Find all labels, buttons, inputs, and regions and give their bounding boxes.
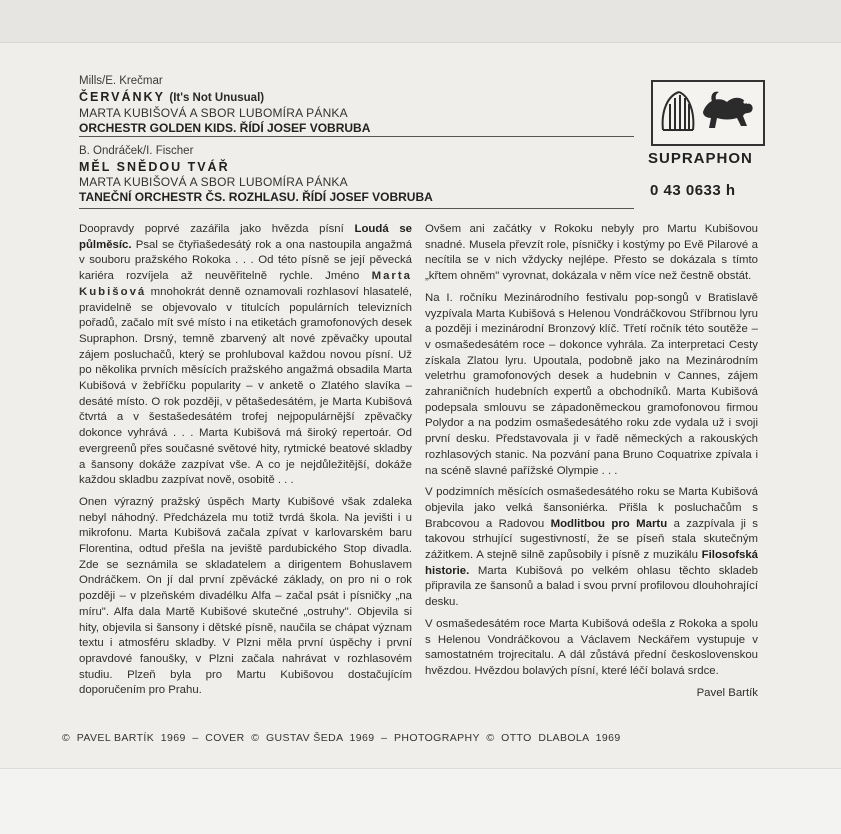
song-title-modlitba-pro-martu: Modlitbou pro Martu [550,517,668,530]
track-1-artist: MARTA KUBIŠOVÁ A SBOR LUBOMÍRA PÁNKA [79,106,348,120]
track-1-orchestra: ORCHESTR GOLDEN KIDS. ŘÍDÍ JOSEF VOBRUBA [79,121,371,135]
catalog-number: 0 43 0633 h [650,182,736,199]
author-signature: Pavel Bartík [696,686,758,699]
track-2 [79,144,639,205]
divider-track-2 [79,208,634,209]
notes-right-paragraph-1: Ovšem ani začátky v Rokoku nebyly pro Martu Kubišovou snadné. Musela převzít role, písničky i kostýmy po Evě Pilarové a necítila se v nich vždycky nejlépe. Přesto se dokázala s tímto „křtem ohněm" vyrovnat, dokázala v něm více než čestně obstát. [425,223,758,283]
track-2-orchestra: TANEČNÍ ORCHESTR ČS. ROZHLASU. ŘÍDÍ JOSEF VOBRUBA [79,190,433,204]
song-title-loudá-se-půlměsíc: Loudá se půlměsíc. [79,223,412,251]
track-1-subtitle: (It's Not Unusual) [169,92,265,104]
track-1-credit: Mills/E. Krečmar [79,75,163,87]
track-listing [79,74,639,205]
supraphon-lion-lyre-logo-icon [651,80,765,146]
notes-right-paragraph-2: Na I. ročníku Mezinárodního festivalu pop-songů v Bratislavě vyzpívala Marta Kubišová s Helenou Vondráčkovou Stříbrnou lyru a později i mezinárodní Bronzový klíč. Třetí ročník této soutěže – v osmašedesátém roce – dokonce vyhrála. Za interpretaci Cesty získala Zlatou lyru. Upoutala, podobně jako na Mezinárodním veletrhu gramofonových desek a hudebnin v Cannes, zájem zahraničních hudebních expertů a obchodníků. Marta Kubišová podepsala smlouvu se západoněmeckou gramofonovou firmou Polydor a na podzim osmašedesátého roku zde vydala už i svoji první desku. Představovala ji v řadě německých a rakouských rozhlasových stanic. Na pozvání pana Bruno Coquatrixe zpívala i na scéně slavné pařížské Olympie . . . [425,291,758,477]
musical-title-filosofska-historie: Filosofská historie. [425,549,758,577]
notes-left-paragraph-1: Doopravdy poprvé zazářila jako hvězda písní Loudá se půlměsíc. Psal se čtyřiašedesátý rok a ona nastoupila angažmá v souboru pražského Rokoka . . . Od této písně se její pěvecká kariéra rozvíjela až neuvěřitelně rychle. Jméno Marta Kubišová mnohokrát denně oznamovali rozhlasoví hlasatelé, pravidelně se objevovalo v titulcích populárních televizních pořadů, začalo mít své místo i na etiketách gramofonových desek Supraphon. Drsný, temně zbarvený alt nové zpěvačky upoutal zájem posluchačů, který se prohluboval každou novou písní. Už po několika prvních měsících pražského angažmá obsadila Marta Kubišová v žebříčku popularity – v anketě o Zlatého slavíka – desáté místo. O rok později, v pětašedesátém, je Marta Kubišová čtvrtá a v šestašedesátém trofej nejpopulárnější zpěvačky dokonce vyhrává . . . Marta Kubišová má široký repertoár. Od evergreenů přes současné světové hity, rytmické beatové skladby a šansony dokáže zazpívat vše. A co je nejdůležitější, dokáže každou skladbu zazpívat nově, osobitě . . . [79,223,412,487]
liner-notes-right-column [425,222,758,701]
track-2-artist: MARTA KUBIŠOVÁ A SBOR LUBOMÍRA PÁNKA [79,175,348,189]
track-1-title: ČERVÁNKY [79,90,165,104]
divider-track-1 [79,136,634,137]
top-fold [0,0,841,43]
liner-notes-left-column [79,222,412,705]
label-name: SUPRAPHON [648,150,753,167]
track-2-title: MĚL SNĚDOU TVÁŘ [79,160,230,174]
notes-right-paragraph-4: V osmašedesátém roce Marta Kubišová odešla z Rokoka a spolu s Helenou Vondráčkovou a Václavem Neckářem vystupuje v samostatném trojrecitalu. A dál zůstává přední československou hvězdou. Hvězdou bolavých písní, které léčí bolavá srdce. [425,617,758,677]
copyright-footer: © PAVEL BARTÍK 1969 – COVER © GUSTAV ŠEDA 1969 – PHOTOGRAPHY © OTTO DLABOLA 1969 [62,732,621,744]
bottom-margin [0,768,841,834]
notes-right-paragraph-3: V podzimních měsících osmašedesátého roku se Marta Kubišová objevila jako velká šansoniérka. Přišla k posluchačům s Brabcovou a Radovou Modlitbou pro Martu a zazpívala ji s takovou strhující sugestivností, že se píseň stala skutečným zážitkem. A stejně silně zapůsobily i písně z muzikálu Filosofská historie. Marta Kubišová po velkém ohlasu těchto skladeb připravila ze šansonů a balad i svou první profilovou dlouhohrající desku. [425,486,758,609]
artist-name-emphasis: Marta Kubišová [79,270,412,298]
track-2-credit: B. Ondráček/I. Fischer [79,145,194,157]
notes-left-paragraph-2: Onen výrazný pražský úspěch Marty Kubišové však zdaleka nebyl náhodný. Předcházela mu totiž tvrdá škola. Na jevišti i u mikrofonu. Marta Kubišová začala zpívat v karlovarském baru Florentina, odtud přešla na jeviště pardubického Stop divadla. Zde se seznámila se skladatelem a dirigentem Bohuslavem Ondráčkem. On jí dal první zpěvácké základy, on pro ni o rok později – v plzeňském divadélku Alfa – začal psát i písničky „na míru". Alfa dala Martě Kubišové skutečné „ostruhy". Objevila si hity, objevila si šansony i dětské písně, naučila se chápat význam textu i atmosféru skladby. V Plzni měla první úspěchy i první opravdové fanoušky, v Plzni začala nahrávat v rozhlasovém studiu. Plzeň byla pro Martu Kubišovou dostačujícím doporučením pro Prahu. [79,495,412,697]
track-1 [79,74,639,136]
